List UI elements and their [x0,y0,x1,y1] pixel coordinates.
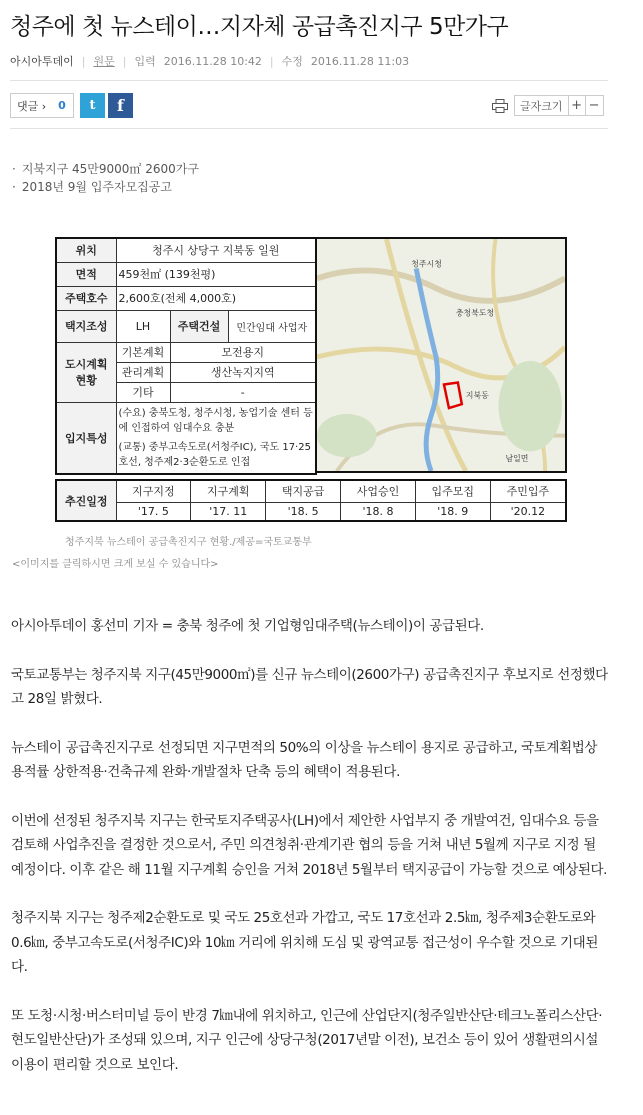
plan-key: 기본계획 [116,342,170,362]
schedule-date: '18. 8 [341,502,416,521]
summary-item: · 2018년 9월 입주자모집공고 [12,178,199,196]
header-divider [10,80,608,81]
divider: | [81,54,86,68]
traffic-text: (교통) 중부고속도로(서청주IC), 국도 17·25호선, 청주제2·3순환도로 인접 [118,441,311,468]
row-value: 459천㎡ (139천평) [116,262,316,286]
paragraph: 또 도청·시청·버스터미널 등이 반경 7㎞내에 위치하고, 인근에 산업단지(청주일반산단·테크노폴리스산단·현도일반산단)가 조성돼 있으며, 지구 인근에 상당구청(2017년말 이전), 보건소 등이 있어 생활편의시설 이용이 편리할 것으로 보인다. [11,1007,603,1073]
original-link[interactable]: 원문 [93,55,115,68]
demand-text: (수요) 충북도청, 청주시청, 농업기술 센터 등에 인접하여 임대수요 충분 [118,407,313,434]
map-label: 청주시청 [411,259,442,269]
toolbar-divider [10,128,608,129]
schedule-date: '17. 5 [116,502,191,521]
row-label: 주택건설 [170,310,228,342]
schedule-date: '20.12 [490,502,566,521]
divider: | [269,54,274,68]
row-value: 2,600호(전체 4,000호) [116,286,316,310]
paragraph: 아시아투데이 홍선미 기자 = 충북 청주에 첫 기업형임대주택(뉴스테이)이 공급된다. [11,618,484,634]
row-label: 위치 [56,238,116,262]
map-label: 지북동 [465,391,489,401]
input-time: 2016.11.28 10:42 [163,54,262,68]
row-label: 주택호수 [56,286,116,310]
schedule-step: 사업승인 [341,480,416,502]
schedule-step: 택지공급 [266,480,341,502]
row-value: 청주시 상당구 지북동 일원 [116,238,316,262]
row-label: 택지조성 [56,310,116,342]
modified-time: 2016.11.28 11:03 [310,54,410,68]
font-increase-button[interactable]: + [569,96,586,115]
schedule-date: '18. 9 [415,502,490,521]
row-value: LH [116,310,170,342]
paragraph: 국토교통부는 청주지북 지구(45만9000㎡)를 신규 뉴스테이(2600가구) 공급촉진지구 후보지로 선정했다고 28일 밝혔다. [11,666,608,707]
comment-button[interactable] [10,93,74,118]
overview-table [55,237,317,475]
twitter-icon: t [89,98,96,113]
schedule-label: 추진일정 [56,480,116,521]
publisher[interactable]: 아시아투데이 [10,55,74,68]
row-label: 입지특성 [56,402,116,474]
plan-value: 모전용지 [170,342,316,362]
twitter-share-button[interactable] [80,93,105,118]
byline [10,53,409,69]
plan-key: 기타 [116,382,170,402]
comment-label: 댓글 › [17,99,47,113]
summary-item: · 지북지구 45만9000㎡ 2600가구 [12,160,199,178]
map-label: 남일면 [505,454,529,464]
paragraph: 이번에 선정된 청주지북 지구는 한국토지주택공사(LH)에서 제안한 사업부지 중 개발여건, 임대수요 등을 검토해 사업추진을 결정한 것으로서, 주민 의견청취·관계기관 협의 등을 거쳐 내년 5월께 지구로 지정 될 예정이다. 이후 같은 해 11월 지구계획 승인을 거쳐 2018년 5월부터 택지공급이 가능할 것으로 예상된다. [11,812,608,878]
schedule-step: 지구계획 [191,480,266,502]
summary-list [12,160,199,196]
plan-value: 생산녹지지역 [170,362,316,382]
schedule-date: '17. 11 [191,502,266,521]
facebook-share-button[interactable] [108,93,133,118]
row-label: 면적 [56,262,116,286]
schedule-step: 지구지정 [116,480,191,502]
font-decrease-button[interactable]: − [588,98,600,113]
divider: | [122,54,127,68]
paragraph: 뉴스테이 공급촉진지구로 선정되면 지구면적의 50%의 이상을 뉴스테이 용지로 공급하고, 국토계획법상 용적률 상한적용·건축규제 완화·개발절차 단축 등의 혜택이 적용된다. [11,739,597,780]
facebook-icon: f [117,96,124,115]
modified-label: 수정 [281,55,303,68]
comment-count: 0 [58,99,66,112]
row-value: 민간임대 사업자 [228,310,316,342]
location-map [317,237,567,473]
enlarge-note: <이미지를 클릭하시면 크게 보실 수 있습니다> [12,559,219,570]
input-label: 입력 [134,55,156,68]
map-label: 충청북도청 [455,308,495,318]
font-size-label: 글자크기 [515,96,569,115]
row-label: 도시계획 현황 [56,342,116,402]
headline: 청주에 첫 뉴스테이…지자체 공급촉진지구 5만가구 [10,14,509,40]
row-value [116,402,316,474]
schedule-step: 주민입주 [490,480,566,502]
print-icon[interactable] [492,99,508,113]
plan-value: - [170,382,316,402]
schedule-date: '18. 5 [266,502,341,521]
schedule-table [55,479,567,522]
font-size-control [514,95,604,116]
article-figure[interactable] [55,237,567,522]
article-toolbar [10,93,608,121]
figure-caption: 청주지북 뉴스테이 공급촉진지구 현황./제공=국토교통부 [65,537,312,548]
paragraph: 청주지북 지구는 청주제2순환도로 및 국도 25호선과 가깝고, 국도 17호선과 2.5㎞, 청주제3순환도로와 0.6㎞, 중부고속도로(서청주IC)와 10㎞ 거리에 위치해 도심 및 광역교통 접근성이 우수할 것으로 기대된다. [11,910,598,975]
schedule-step: 입주모집 [415,480,490,502]
plan-key: 관리계획 [116,362,170,382]
article-body [11,614,608,1101]
